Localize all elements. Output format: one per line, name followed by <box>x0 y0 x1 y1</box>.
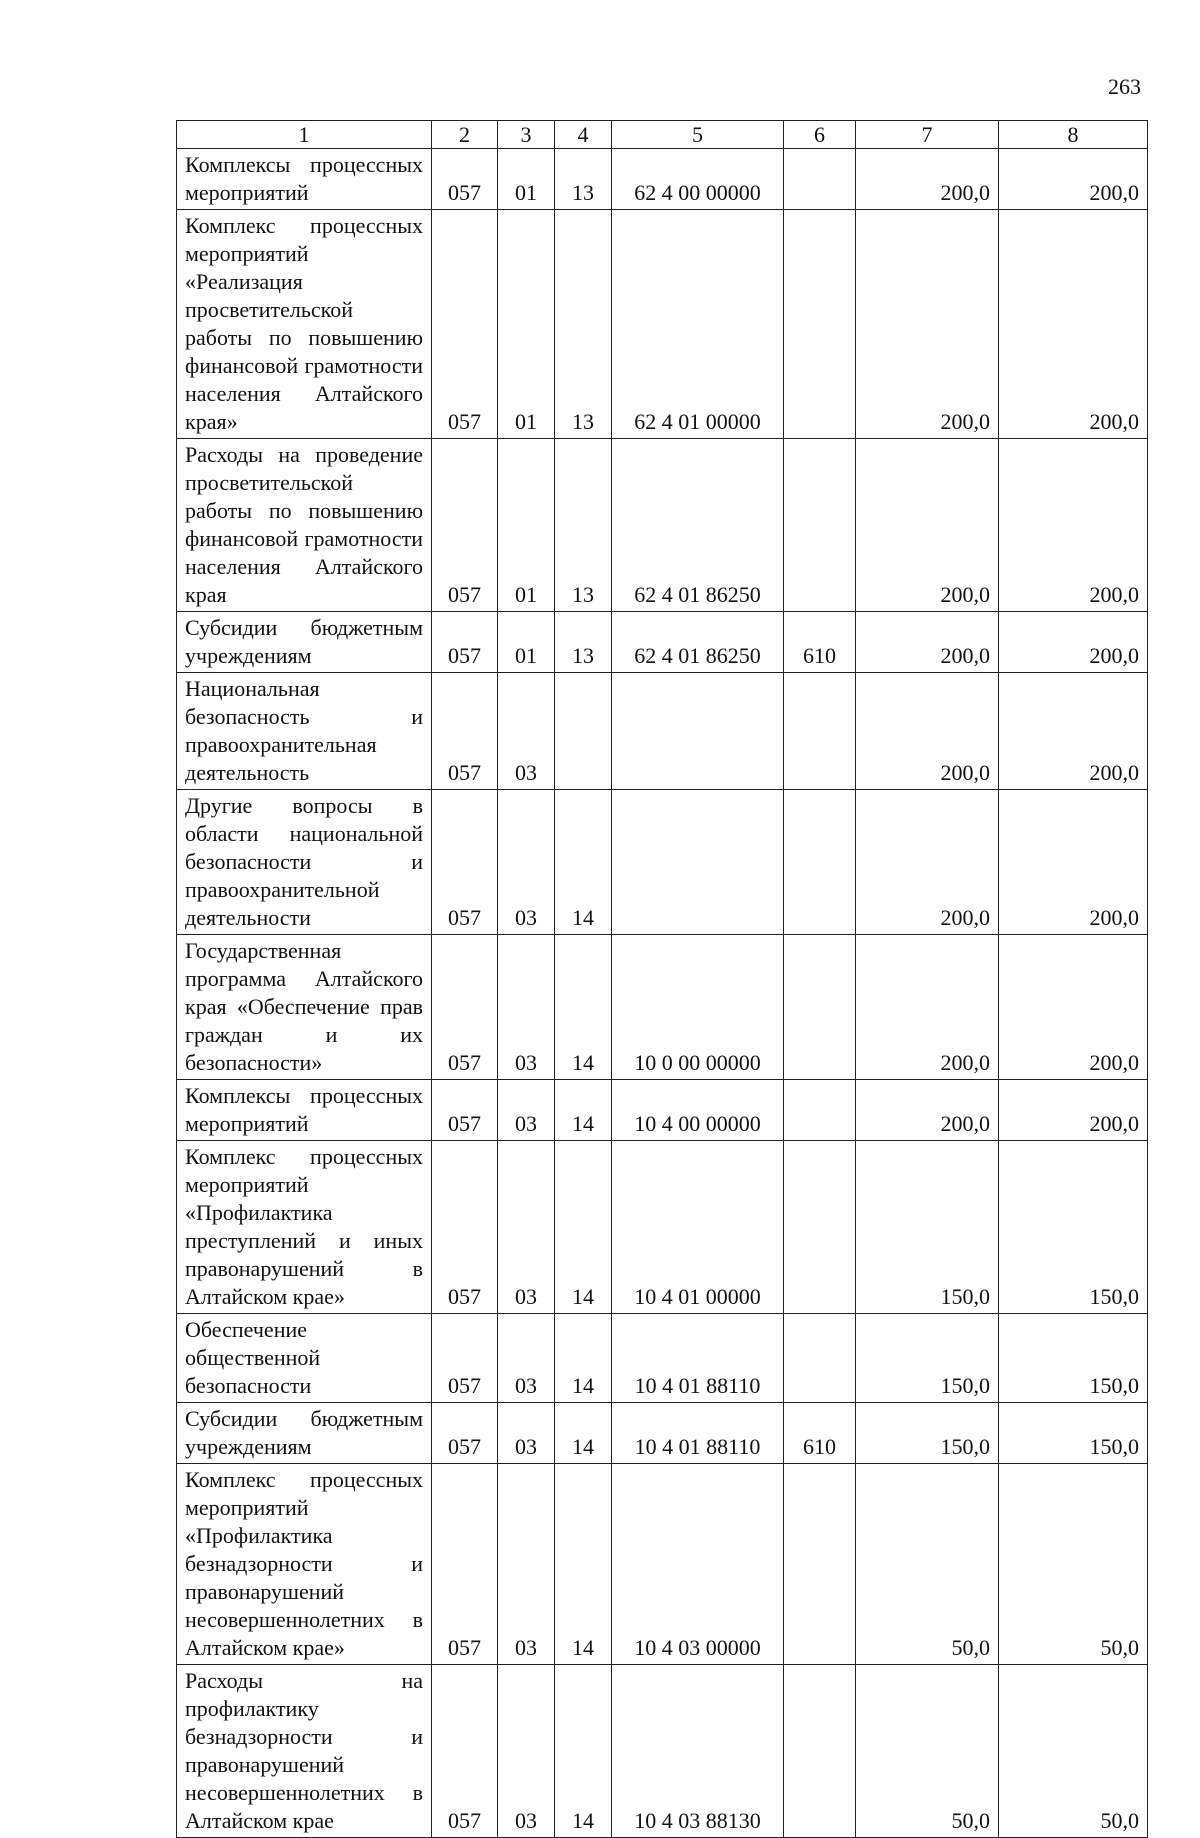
cell-amount-col7: 200,0 <box>856 439 999 612</box>
cell-expense-type <box>784 1080 856 1141</box>
cell-expense-type <box>784 1141 856 1314</box>
cell-subsection: 14 <box>555 1080 612 1141</box>
cell-amount-col8: 50,0 <box>999 1665 1148 1838</box>
row-name: Субсидии бюджетным учреждениям <box>177 612 432 673</box>
cell-amount-col8: 150,0 <box>999 1403 1148 1464</box>
cell-expense-type: 610 <box>784 1403 856 1464</box>
table-row <box>177 1665 1148 1838</box>
cell-target-code <box>612 673 784 790</box>
cell-expense-type <box>784 439 856 612</box>
cell-amount-col7: 150,0 <box>856 1314 999 1403</box>
cell-subsection: 14 <box>555 1665 612 1838</box>
cell-ministry: 057 <box>432 1080 498 1141</box>
cell-section: 01 <box>498 439 555 612</box>
cell-amount-col7: 200,0 <box>856 149 999 210</box>
row-name: Обеспечение общественной безопасности <box>177 1314 432 1403</box>
cell-subsection: 13 <box>555 612 612 673</box>
cell-subsection: 13 <box>555 210 612 439</box>
cell-subsection: 13 <box>555 149 612 210</box>
cell-ministry: 057 <box>432 439 498 612</box>
table-row <box>177 612 1148 673</box>
cell-section: 03 <box>498 1665 555 1838</box>
cell-amount-col8: 200,0 <box>999 935 1148 1080</box>
cell-ministry: 057 <box>432 1464 498 1665</box>
header-cell: 5 <box>612 121 784 149</box>
cell-expense-type <box>784 1464 856 1665</box>
cell-expense-type <box>784 149 856 210</box>
cell-amount-col8: 150,0 <box>999 1141 1148 1314</box>
cell-target-code: 10 4 01 00000 <box>612 1141 784 1314</box>
header-cell: 2 <box>432 121 498 149</box>
cell-amount-col7: 200,0 <box>856 210 999 439</box>
cell-subsection: 14 <box>555 1403 612 1464</box>
cell-ministry: 057 <box>432 1141 498 1314</box>
table-row <box>177 149 1148 210</box>
header-cell: 4 <box>555 121 612 149</box>
cell-target-code: 10 4 01 88110 <box>612 1403 784 1464</box>
cell-amount-col7: 50,0 <box>856 1464 999 1665</box>
cell-amount-col7: 50,0 <box>856 1665 999 1838</box>
cell-ministry: 057 <box>432 1403 498 1464</box>
header-row <box>177 121 1148 149</box>
page-number: 263 <box>1108 74 1141 99</box>
cell-target-code: 62 4 01 86250 <box>612 612 784 673</box>
cell-amount-col7: 200,0 <box>856 673 999 790</box>
cell-ministry: 057 <box>432 935 498 1080</box>
cell-section: 03 <box>498 1403 555 1464</box>
row-name: Комплекс процессных мероприятий «Профилактика безнадзорности и правонарушений несовершеннолетних в Алтайском крае» <box>177 1464 432 1665</box>
cell-amount-col7: 150,0 <box>856 1403 999 1464</box>
cell-amount-col8: 200,0 <box>999 612 1148 673</box>
cell-ministry: 057 <box>432 790 498 935</box>
row-name: Комплексы процессных мероприятий <box>177 1080 432 1141</box>
cell-target-code: 62 4 00 00000 <box>612 149 784 210</box>
cell-target-code: 10 4 01 88110 <box>612 1314 784 1403</box>
cell-subsection: 14 <box>555 1314 612 1403</box>
cell-section: 01 <box>498 210 555 439</box>
cell-section: 01 <box>498 149 555 210</box>
header-cell: 7 <box>856 121 999 149</box>
cell-amount-col8: 200,0 <box>999 210 1148 439</box>
cell-expense-type <box>784 210 856 439</box>
table-row <box>177 210 1148 439</box>
row-name: Комплекс процессных мероприятий «Профилактика преступлений и иных правонарушений в Алтайском крае» <box>177 1141 432 1314</box>
cell-ministry: 057 <box>432 1314 498 1403</box>
row-name: Расходы на проведение просветительской работы по повышению финансовой грамотности населения Алтайского края <box>177 439 432 612</box>
row-name: Субсидии бюджетным учреждениям <box>177 1403 432 1464</box>
cell-section: 03 <box>498 673 555 790</box>
header-cell: 3 <box>498 121 555 149</box>
header-cell: 8 <box>999 121 1148 149</box>
cell-amount-col7: 200,0 <box>856 612 999 673</box>
table-row <box>177 790 1148 935</box>
budget-table <box>176 120 1148 1838</box>
cell-subsection: 14 <box>555 790 612 935</box>
cell-amount-col7: 200,0 <box>856 935 999 1080</box>
cell-amount-col8: 200,0 <box>999 149 1148 210</box>
cell-section: 03 <box>498 935 555 1080</box>
cell-section: 03 <box>498 1141 555 1314</box>
cell-target-code: 10 4 00 00000 <box>612 1080 784 1141</box>
row-name: Расходы на профилактику безнадзорности и правонарушений несовершеннолетних в Алтайском крае <box>177 1665 432 1838</box>
cell-section: 03 <box>498 790 555 935</box>
cell-target-code: 10 0 00 00000 <box>612 935 784 1080</box>
cell-ministry: 057 <box>432 612 498 673</box>
table-row <box>177 935 1148 1080</box>
cell-expense-type <box>784 935 856 1080</box>
cell-expense-type <box>784 790 856 935</box>
row-name: Другие вопросы в области национальной безопасности и правоохранительной деятельности <box>177 790 432 935</box>
cell-ministry: 057 <box>432 673 498 790</box>
row-name: Национальная безопасность и правоохранительная деятельность <box>177 673 432 790</box>
cell-subsection: 14 <box>555 1464 612 1665</box>
cell-amount-col8: 200,0 <box>999 790 1148 935</box>
row-name: Комплекс процессных мероприятий «Реализация просветительской работы по повышению финансовой грамотности населения Алтайского края» <box>177 210 432 439</box>
cell-ministry: 057 <box>432 149 498 210</box>
cell-section: 03 <box>498 1080 555 1141</box>
cell-amount-col7: 200,0 <box>856 790 999 935</box>
cell-amount-col8: 200,0 <box>999 439 1148 612</box>
cell-amount-col7: 150,0 <box>856 1141 999 1314</box>
table-row <box>177 1080 1148 1141</box>
table-row <box>177 1314 1148 1403</box>
row-name: Государственная программа Алтайского края «Обеспечение прав граждан и их безопасности» <box>177 935 432 1080</box>
cell-amount-col8: 200,0 <box>999 1080 1148 1141</box>
cell-amount-col8: 200,0 <box>999 673 1148 790</box>
cell-expense-type <box>784 673 856 790</box>
cell-section: 01 <box>498 612 555 673</box>
table-row <box>177 673 1148 790</box>
table-row <box>177 1403 1148 1464</box>
header-cell: 6 <box>784 121 856 149</box>
cell-amount-col8: 150,0 <box>999 1314 1148 1403</box>
cell-subsection: 14 <box>555 935 612 1080</box>
cell-ministry: 057 <box>432 1665 498 1838</box>
cell-amount-col8: 50,0 <box>999 1464 1148 1665</box>
cell-expense-type <box>784 1665 856 1838</box>
table-row <box>177 1464 1148 1665</box>
header-cell: 1 <box>177 121 432 149</box>
cell-expense-type <box>784 1314 856 1403</box>
cell-section: 03 <box>498 1464 555 1665</box>
cell-expense-type: 610 <box>784 612 856 673</box>
cell-subsection: 14 <box>555 1141 612 1314</box>
row-name: Комплексы процессных мероприятий <box>177 149 432 210</box>
cell-subsection <box>555 673 612 790</box>
cell-section: 03 <box>498 1314 555 1403</box>
cell-ministry: 057 <box>432 210 498 439</box>
cell-target-code <box>612 790 784 935</box>
cell-target-code: 10 4 03 00000 <box>612 1464 784 1665</box>
table-row <box>177 1141 1148 1314</box>
table-row <box>177 439 1148 612</box>
cell-target-code: 62 4 01 00000 <box>612 210 784 439</box>
cell-target-code: 10 4 03 88130 <box>612 1665 784 1838</box>
cell-subsection: 13 <box>555 439 612 612</box>
cell-target-code: 62 4 01 86250 <box>612 439 784 612</box>
cell-amount-col7: 200,0 <box>856 1080 999 1141</box>
